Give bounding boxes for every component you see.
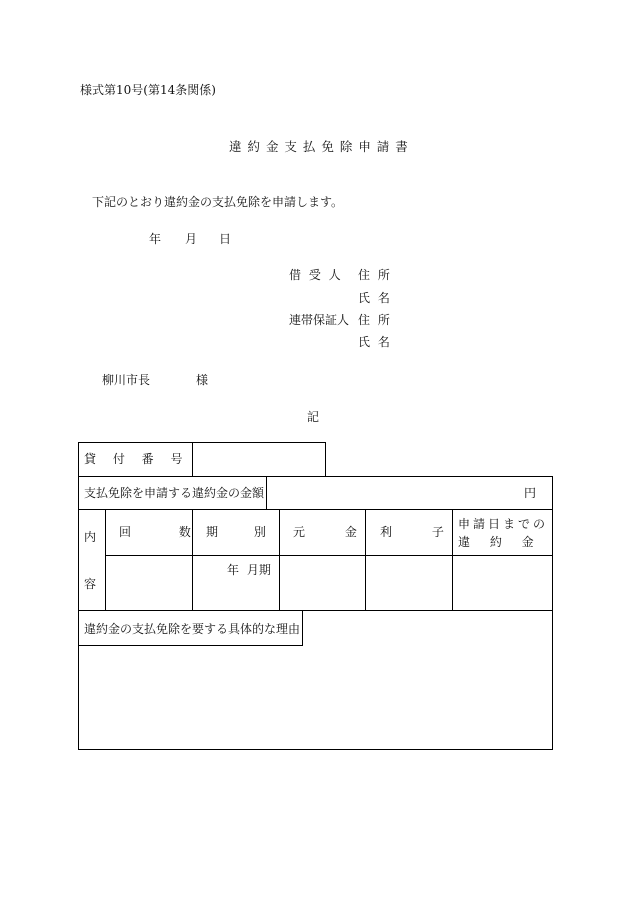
table-line	[192, 509, 193, 610]
period-value: 年 月期	[227, 563, 271, 577]
table-line	[279, 509, 280, 610]
date-month: 月	[185, 232, 198, 246]
guarantor-label: 連帯保証人	[289, 313, 350, 327]
table-line	[78, 442, 79, 750]
guarantor-address-label: 住 所	[358, 313, 390, 327]
borrower-name-label: 氏 名	[358, 291, 390, 305]
borrower-address-label: 住 所	[358, 268, 390, 282]
amount-label: 支払免除を申請する違約金の金額	[84, 486, 265, 500]
col-header-interest: 利 子	[380, 525, 444, 539]
table-line	[78, 749, 553, 750]
table-line	[105, 555, 553, 556]
table-line	[78, 442, 326, 443]
col-header-period: 期 別	[206, 525, 266, 539]
guarantor-name-label: 氏 名	[358, 335, 390, 349]
table-line	[325, 442, 326, 476]
table-line	[78, 509, 553, 510]
addressee-name: 柳川市長	[102, 373, 151, 387]
table-line	[105, 509, 106, 610]
table-line	[192, 442, 193, 476]
addressee-honorific: 様	[196, 373, 209, 387]
col-header-penalty-line1: 申請日までの	[458, 517, 549, 531]
table-line	[78, 610, 553, 611]
col-header-principal: 元 金	[293, 525, 357, 539]
intro-text: 下記のとおり違約金の支払免除を申請します。	[92, 195, 344, 209]
ki-heading: 記	[307, 410, 320, 424]
col-header-times: 回 数	[119, 525, 191, 539]
date-day: 日	[219, 232, 232, 246]
reason-area[interactable]	[80, 647, 550, 747]
table-line	[78, 645, 303, 646]
contents-label-bottom: 容	[84, 577, 97, 591]
table-line	[452, 509, 453, 610]
loan-number-label: 貸 付 番 号	[84, 452, 183, 466]
table-line	[365, 509, 366, 610]
amount-unit: 円	[524, 486, 537, 500]
borrower-label: 借 受 人	[289, 268, 341, 282]
table-line	[266, 476, 267, 509]
table-line	[302, 610, 303, 645]
document-title: 違 約 金 支 払 免 除 申 請 書	[229, 139, 409, 154]
date-year: 年	[149, 232, 162, 246]
form-number: 様式第10号(第14条関係)	[80, 83, 216, 97]
contents-label-top: 内	[84, 530, 97, 544]
col-header-penalty-line2: 違 約 金	[458, 535, 534, 549]
table-line	[552, 476, 553, 750]
reason-label: 違約金の支払免除を要する具体的な理由	[84, 622, 301, 636]
table-line	[78, 476, 553, 477]
